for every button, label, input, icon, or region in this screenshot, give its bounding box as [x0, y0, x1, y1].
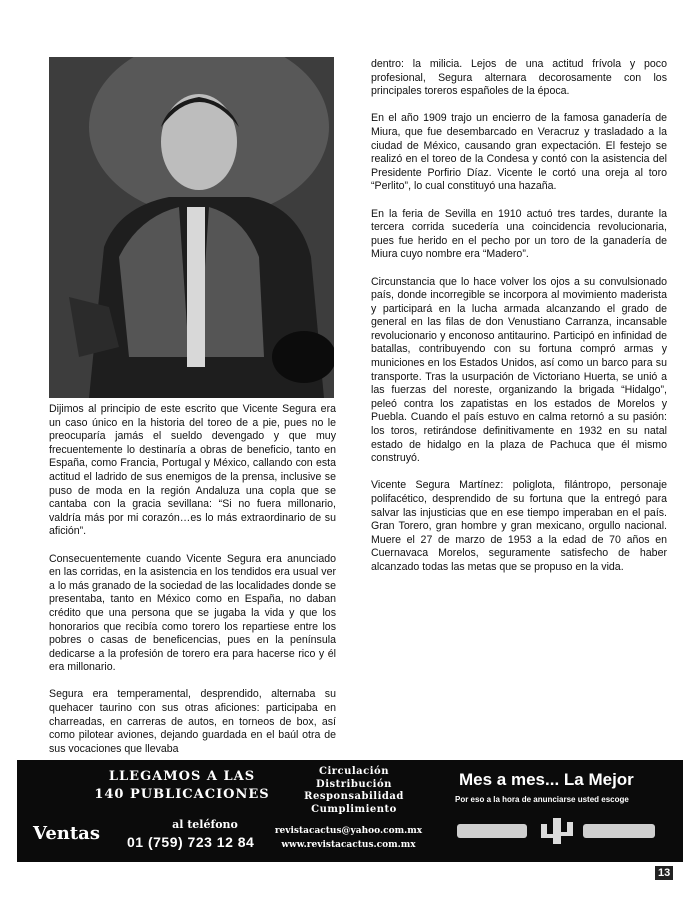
website-link[interactable]: www.revistacactus.com.mx	[281, 840, 416, 850]
slogan-subtitle: Por eso a la hora de anunciarse usted escoge	[455, 795, 629, 804]
phone-label: al teléfono	[172, 818, 238, 831]
ventas-label: Ventas	[33, 823, 100, 844]
paragraph: Vicente Segura Martínez: poliglota, filántropo, personaje polifacético, desprendido de su fortuna que la entregó para salvar las injusticias que en ese tiempo imperaban en el país. Gran Torero, gran hombre y gran mexicano, orgullo nacional. Muere el 27 de marzo de 1953 a la edad de 70 años en Cuernavaca Morelos, seguramente satisfecho de haber alcanzado todas las metas que se propuso en la vida.	[371, 479, 667, 573]
paragraph: Dijimos al principio de este escrito que Vicente Segura era un caso único en la historia del toreo de a pie, pues no le preocuparía jamás el sueldo devengado y que muy frecuentemente lo destinaría a obras de beneficio, tanto en España, como Francia, Portugal y México, callando con esta actitud el ladrido de sus enemigos de la prensa, inclusive se puso de moda en la región Andaluza una copla que se cantaba con la gracia sevillana: “Si no fuera millonario, valdría más por mi corazón…es lo más extraordinario de su afición”.	[49, 403, 336, 538]
services-list: Circulación Distribución Responsabilidad Cumplimiento	[304, 766, 404, 815]
page-number: 13	[655, 866, 673, 880]
contact-info	[261, 824, 436, 852]
phone-number: 01 (759) 723 12 84	[127, 834, 255, 850]
paragraph: En la feria de Sevilla en 1910 actuó tres tardes, durante la tercera corrida sucedería una coincidencia revolucionaria, pues fue herido en el pecho por un toro de la ganadería de Miura cuyo nombre era “Madero”.	[371, 207, 667, 261]
paragraph: En el año 1909 trajo un encierro de la famosa ganadería de Miura, que fue desembarcado en Veracruz y trasladado a la ciudad de México, causando gran expectación. El festejo se realizó en el toreo de la Condesa y contó con la asistencia del Presidente Porfirio Díaz. Vicente le cortó una oreja al toro “Perlito”, lo cual constituyó una hazaña.	[371, 112, 667, 193]
cactus-logo-icon	[457, 816, 657, 844]
paragraph: Circunstancia que lo hace volver los ojos a su convulsionado país, donde incorregible se incorpora al movimiento maderista y participará en la lucha armada alcanzando el grado de general en las filas de don Venustiano Carranza, incansable revolucionario y enconoso antitaurino. Participó en infinidad de batallas, contribuyendo con su fortuna compró armas y municiones en los Estados Unidos, así como un barco para su transporte. Tras la usurpación de Victoriano Huerta, se unió a las fuerzas del noreste, organizando la brigada “Hidalgo”, peleó contra los zapatistas en los estados de Morelos y Puebla. Cuando el país estuvo en calma retornó a su pasión: los toros, retirándose definitivamente en 1932 en su natal estado de hidalgo en la plaza de Pachuca que él mismo construyó.	[371, 275, 667, 465]
right-column	[371, 58, 667, 588]
paragraph: Segura era temperamental, desprendido, alternaba su quehacer taurino con sus otras aficiones: participaba en charreadas, en carreras de autos, en torneos de box, así como pilotear aviones, dejando guardada en el baúl otra de sus vocaciones que llevaba	[49, 688, 336, 755]
advertising-banner	[17, 760, 683, 862]
left-column	[49, 403, 336, 770]
email-link[interactable]: revistacactus@yahoo.com.mx	[274, 826, 423, 836]
portrait-photo	[49, 57, 334, 398]
publications-headline: LLEGAMOS A LAS 140 PUBLICACIONES	[94, 769, 270, 802]
torero-figure	[49, 57, 334, 398]
paragraph: Consecuentemente cuando Vicente Segura era anunciado en las corridas, en la asistencia en los tendidos era usual ver a lo más granado de la sociedad de las localidades donde se presentaba, tanto en México como en España, no daban crédito que una persona que se jugaba la vida y que los honorarios que recibía como torero los repartiese entre los pobres o casas de beneficencias, pues en la península dedicarse a la profesión de torero era para hacerse rico y él era millonario.	[49, 552, 336, 674]
paragraph: dentro: la milicia. Lejos de una actitud frívola y poco profesional, Segura alternara decorosamente con los principales toreros españoles de la época.	[371, 58, 667, 98]
slogan: Mes a mes... La Mejor	[459, 770, 634, 789]
